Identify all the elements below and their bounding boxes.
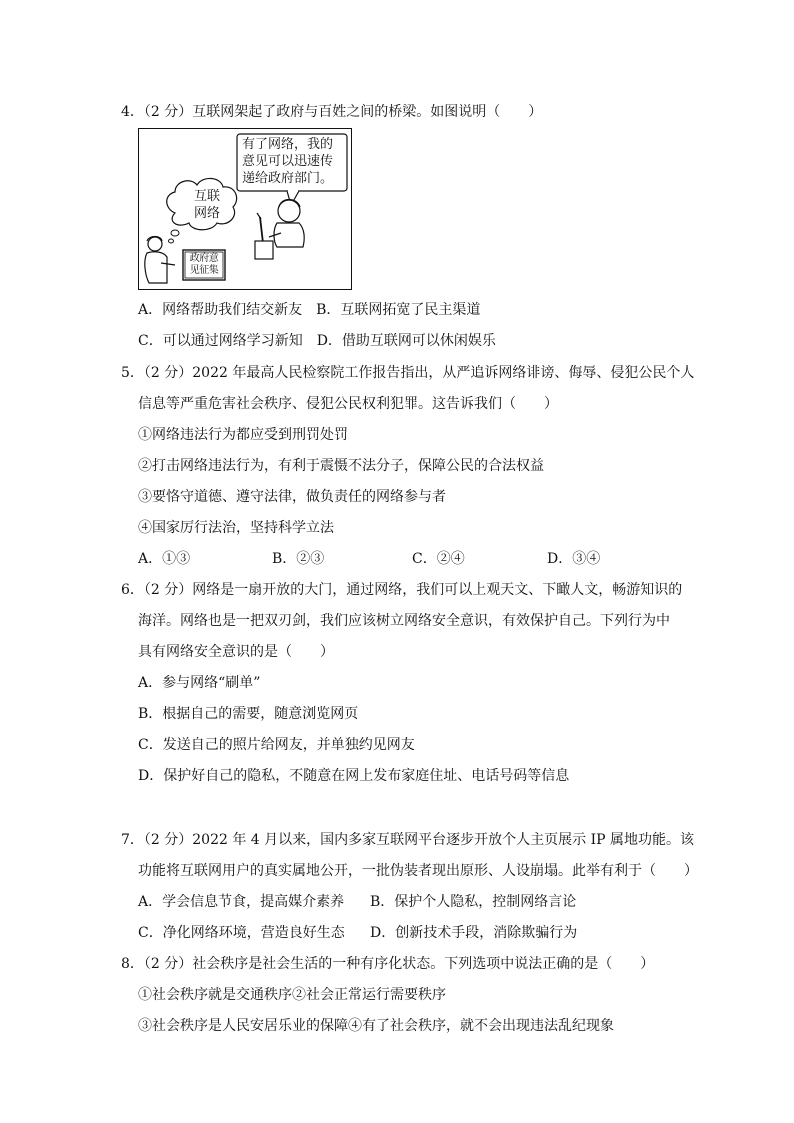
speech-bubble-line-1: 有了网络，我的 [242,137,334,152]
question-6-stem-line-3: 具有网络安全意识的是（ ） [138,644,334,660]
question-5-option-d: D．③④ [547,551,601,567]
question-4-options-row-1: A．网络帮助我们结交新友 B．互联网拓宽了民主渠道 [138,302,481,318]
question-5-statement-4: ④国家厉行法治，坚持科学立法 [138,520,334,536]
question-5-statement-2: ②打击网络违法行为，有利于震慑不法分子，保障公民的合法权益 [138,458,544,474]
question-6-option-c: C．发送自己的照片给网友，并单独约见网友 [138,737,415,753]
question-5-stem-line-2: 信息等严重危害社会秩序、侵犯公民权利犯罪。这告诉我们（ ） [138,396,558,412]
question-5-statement-3: ③要恪守道德、遵守法律，做负责任的网络参与者 [138,489,446,505]
question-6-option-a: A．参与网络“刷单” [138,675,261,691]
question-4-options-row-2: C．可以通过网络学习新知 D．借助互联网可以休闲娱乐 [138,333,496,349]
question-5-option-a: A．①③ [138,551,191,567]
question-6-option-d: D．保护好自己的隐私，不随意在网上发布家庭住址、电话号码等信息 [138,768,570,784]
question-8-stem: 8．（2 分）社会秩序是社会生活的一种有序化状态。下列选项中说法正确的是（ ） [121,956,655,972]
question-6-stem-line-2: 海洋。网络也是一把双刃剑，我们应该树立网络安全意识，有效保护自己。下列行为中 [138,613,670,629]
question-7-stem-line-1: 7．（2 分）2022 年 4 月以来，国内多家互联网平台逐步开放个人主页展示 IP 属地功能。该 [121,832,694,848]
cloud-label-line-2: 网络 [193,206,220,221]
question-4-cartoon [138,128,352,290]
question-8-statements-1-2: ①社会秩序就是交通秩序②社会正常运行需要秩序 [138,987,446,1003]
question-5-option-b: B．②③ [272,551,325,567]
question-5-option-c: C．②④ [412,551,465,567]
question-7-option-c: C．净化网络环境，营造良好生态 [138,925,345,941]
sign-label-line-2: 见征集 [189,265,219,276]
question-7-option-d: D．创新技术手段，消除欺骗行为 [370,925,578,941]
question-5-stem-line-1: 5．（2 分）2022 年最高人民检察院工作报告指出，从严追诉网络诽谤、侮辱、侵犯公民个人 [121,365,695,381]
speech-bubble-line-3: 递给政府部门。 [242,171,334,186]
question-5-statement-1: ①网络违法行为都应受到刑罚处罚 [138,427,348,443]
sign-label-line-1: 政府意 [189,253,219,264]
question-8-statements-3-4: ③社会秩序是人民安居乐业的保障④有了社会秩序，就不会出现违法乱纪现象 [138,1018,614,1034]
question-4-stem: 4．（2 分）互联网架起了政府与百姓之间的桥梁。如图说明（ ） [121,104,543,120]
question-7-option-a: A．学会信息节食，提高媒介素养 [138,894,345,910]
speech-bubble-line-2: 意见可以迅速传 [242,154,334,169]
question-6-stem-line-1: 6．（2 分）网络是一扇开放的大门，通过网络，我们可以上观天文、下瞰人文，畅游知识的 [121,582,683,598]
question-7-stem-line-2: 功能将互联网用户的真实属地公开，一批伪装者现出原形、人设崩塌。此举有利于（ ） [138,863,698,879]
question-7-option-b: B．保护个人隐私，控制网络言论 [370,894,577,910]
cloud-label-line-1: 互联 [193,189,220,204]
question-6-option-b: B．根据自己的需要，随意浏览网页 [138,706,359,722]
